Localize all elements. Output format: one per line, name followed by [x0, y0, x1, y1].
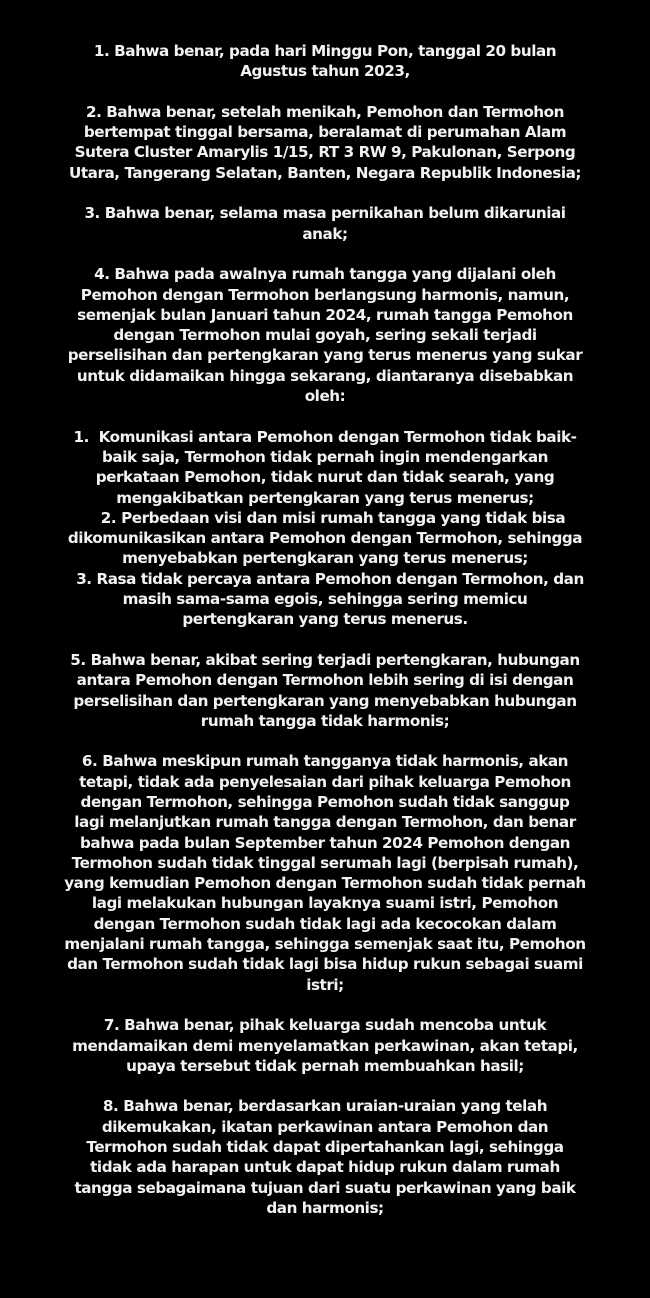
paragraph-1: [0, 41, 650, 82]
paragraph-line: 6. Bahwa meskipun rumah tangganya tidak harmonis, akan: [81, 752, 569, 771]
paragraph-line: menjalani rumah tangga, sehingga semenjak saat itu, Pemohon: [64, 935, 586, 954]
paragraph-line: antara Pemohon dengan Termohon lebih sering di isi dengan: [76, 671, 574, 690]
paragraph-spacer: [0, 1076, 650, 1096]
sub-item-line: 1. Komunikasi antara Pemohon dengan Termohon tidak baik-: [73, 427, 577, 446]
paragraph-line: Termohon sudah tidak dapat dipertahankan lagi, sehingga: [86, 1138, 564, 1157]
sub-item-2: [0, 508, 650, 569]
paragraph-5: [0, 650, 650, 731]
paragraph-line: 4. Bahwa pada awalnya rumah tangga yang dijalani oleh: [94, 265, 556, 284]
paragraph-line: istri;: [306, 975, 344, 994]
paragraph-spacer: [0, 183, 650, 203]
paragraph-line: lagi melanjutkan rumah tangga dengan Termohon, dan benar: [74, 813, 576, 832]
paragraph-line: dan Termohon sudah tidak lagi bisa hidup rukun sebagai suami: [67, 955, 583, 974]
sub-item-line: dikomunikasikan antara Pemohon dengan Termohon, sehingga: [67, 529, 583, 548]
sub-item-line: masih sama-sama egois, sehingga sering memicu: [122, 590, 528, 609]
paragraph-spacer: [0, 82, 650, 102]
paragraph-line: 3. Bahwa benar, selama masa pernikahan belum dikaruniai: [84, 204, 566, 223]
paragraph-line: mendamaikan demi menyelamatkan perkawinan, akan tetapi,: [72, 1036, 578, 1055]
paragraph-line: Pemohon dengan Termohon berlangsung harmonis, namun,: [80, 285, 570, 304]
paragraph-line: bertempat tinggal bersama, beralamat di perumahan Alam: [83, 123, 567, 142]
paragraph-6: [0, 751, 650, 995]
paragraph-line: upaya tersebut tidak pernah membuahkan hasil;: [126, 1056, 524, 1075]
paragraph-spacer: [0, 995, 650, 1015]
paragraph-spacer: [0, 244, 650, 264]
paragraph-line: anak;: [302, 224, 348, 243]
paragraph-4: [0, 264, 650, 406]
paragraph-line: 5. Bahwa benar, akibat sering terjadi pertengkaran, hubungan: [70, 650, 580, 669]
paragraph-8: [0, 1096, 650, 1218]
paragraph-line: 8. Bahwa benar, berdasarkan uraian-uraian yang telah: [102, 1097, 548, 1116]
sub-item-3: [0, 569, 650, 630]
paragraph-line: Sutera Cluster Amarylis 1/15, RT 3 RW 9, Pakulonan, Serpong: [74, 143, 576, 162]
sub-item-line: mengakibatkan pertengkaran yang terus menerus;: [116, 488, 534, 507]
paragraph-line: untuk didamaikan hingga sekarang, diantaranya disebabkan: [76, 366, 574, 385]
paragraph-spacer: [0, 731, 650, 751]
paragraph-line: tangga sebagaimana tujuan dari suatu perkawinan yang baik: [74, 1178, 576, 1197]
sub-item-line: 2. Perbedaan visi dan misi rumah tangga yang tidak bisa: [100, 508, 566, 527]
paragraph-line: dikemukakan, ikatan perkawinan antara Pemohon dan: [101, 1117, 549, 1136]
paragraph-line: oleh:: [304, 387, 346, 406]
paragraph-line: dengan Termohon, sehingga Pemohon sudah tidak sanggup: [80, 792, 570, 811]
sub-item-line: 3. Rasa tidak percaya antara Pemohon dengan Termohon, dan: [76, 569, 584, 588]
sub-item-line: menyebabkan pertengkaran yang terus menerus;: [122, 549, 528, 568]
paragraph-line: dan harmonis;: [266, 1198, 384, 1217]
paragraph-2: [0, 102, 650, 183]
paragraph-line: dengan Termohon mulai goyah, sering sekali terjadi: [113, 326, 537, 345]
sub-item-1: [0, 427, 650, 508]
paragraph-spacer: [0, 406, 650, 426]
paragraph-line: rumah tangga tidak harmonis;: [200, 711, 450, 730]
paragraph-7: [0, 1015, 650, 1076]
paragraph-line: dengan Termohon sudah tidak lagi ada kecocokan dalam: [93, 914, 557, 933]
paragraph-line: bahwa pada bulan September tahun 2024 Pemohon dengan: [79, 833, 571, 852]
paragraph-spacer: [0, 630, 650, 650]
paragraph-line: Termohon sudah tidak tinggal serumah lagi (berpisah rumah),: [71, 853, 579, 872]
paragraph-line: tetapi, tidak ada penyelesaian dari pihak keluarga Pemohon: [79, 772, 571, 791]
paragraph-line: tidak ada harapan untuk dapat hidup rukun dalam rumah: [90, 1158, 560, 1177]
paragraph-line: semenjak bulan Januari tahun 2024, rumah tangga Pemohon: [77, 305, 573, 324]
paragraph-line: 7. Bahwa benar, pihak keluarga sudah mencoba untuk: [103, 1016, 547, 1035]
paragraph-line: Utara, Tangerang Selatan, Banten, Negara Republik Indonesia;: [68, 163, 582, 182]
paragraph-line: Agustus tahun 2023,: [240, 62, 410, 81]
paragraph-3: [0, 203, 650, 244]
document-body: [0, 41, 650, 1218]
paragraph-line: perselisihan dan pertengkaran yang menyebabkan hubungan: [73, 691, 577, 710]
paragraph-line: 1. Bahwa benar, pada hari Minggu Pon, tanggal 20 bulan: [93, 42, 557, 60]
sub-item-line: pertengkaran yang terus menerus.: [182, 610, 468, 629]
sub-list: [0, 427, 650, 630]
sub-item-line: baik saja, Termohon tidak pernah ingin mendengarkan: [102, 447, 548, 466]
paragraph-line: 2. Bahwa benar, setelah menikah, Pemohon dan Termohon: [85, 102, 565, 121]
paragraph-line: yang kemudian Pemohon dengan Termohon sudah tidak pernah: [64, 874, 586, 893]
paragraph-line: lagi melakukan hubungan layaknya suami istri, Pemohon: [91, 894, 559, 913]
paragraph-line: perselisihan dan pertengkaran yang terus menerus yang sukar: [67, 346, 583, 365]
sub-item-line: perkataan Pemohon, tidak nurut dan tidak searah, yang: [95, 468, 555, 487]
